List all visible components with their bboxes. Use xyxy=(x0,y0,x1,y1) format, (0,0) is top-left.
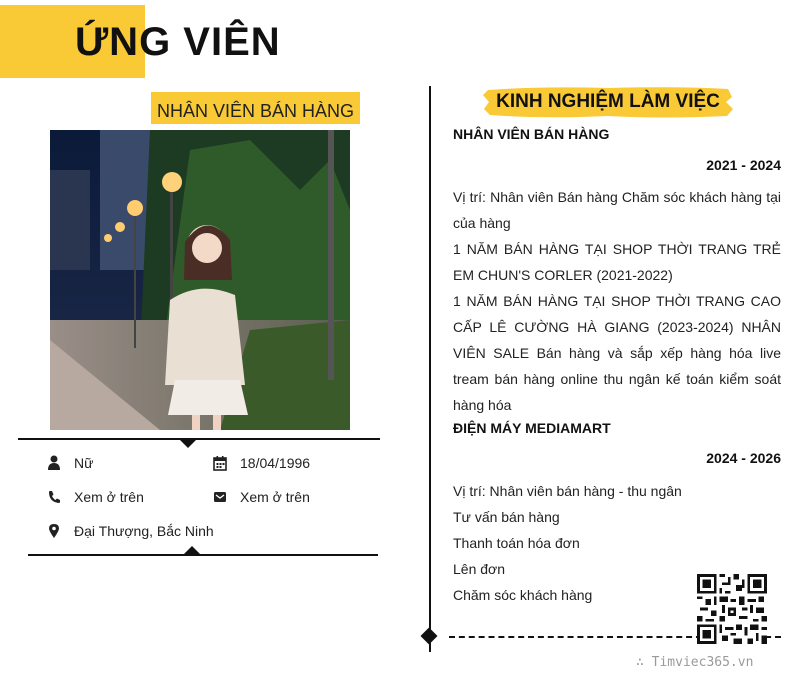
job-description-line: Tư vấn bán hàng xyxy=(453,509,560,525)
address-item xyxy=(47,521,247,541)
calendar-icon xyxy=(213,455,227,471)
birthdate-text: 18/04/1996 xyxy=(240,455,311,471)
email-item xyxy=(213,487,363,507)
job-description-line: Vị trí: Nhân viên bán hàng - thu ngân xyxy=(453,483,682,499)
gender-text: Nữ xyxy=(74,455,94,471)
job-description-line: Vị trí: Nhân viên Bán hàng Chăm sóc khách hàng tại của hàng xyxy=(453,189,781,231)
page-title: ỨNG VIÊN xyxy=(75,20,281,64)
job-company: ĐIỆN MÁY MEDIAMART xyxy=(453,420,611,436)
divider-line xyxy=(28,554,378,556)
gender-item xyxy=(47,453,187,473)
watermark-text: Timviec365.vn xyxy=(651,655,754,670)
envelope-icon xyxy=(213,489,227,505)
timeline-diamond xyxy=(421,628,438,645)
candidate-photo xyxy=(50,130,350,430)
job-description-line: 1 NĂM BÁN HÀNG TẠI SHOP THỜI TRANG CAO CẤP LÊ CƯỜNG HÀ GIANG (2023-2024) NHÂN VIÊN SALE Bán hàng và sắp xếp hàng hóa live tream bán hàng online thu ngân kế toán kiểm soát hàng hóa xyxy=(453,293,781,413)
phone-text: Xem ở trên xyxy=(74,489,144,505)
divider-triangle xyxy=(184,546,200,554)
watermark xyxy=(636,655,753,670)
divider-line xyxy=(18,438,380,440)
job-period: 2024 - 2026 xyxy=(706,450,781,466)
job-description xyxy=(453,184,781,418)
address-text: Đại Thượng, Bắc Ninh xyxy=(74,523,214,539)
job-description-line: Chăm sóc khách hàng xyxy=(453,587,593,603)
location-pin-icon xyxy=(47,523,61,539)
birthdate-item xyxy=(213,453,373,473)
job-description-line: Lên đơn xyxy=(453,561,506,577)
watermark-logo-icon: ∴ xyxy=(636,655,652,670)
job-description xyxy=(453,478,693,608)
person-icon xyxy=(47,455,61,471)
job-description-line: Thanh toán hóa đơn xyxy=(453,535,580,551)
qr-code[interactable] xyxy=(697,574,767,644)
phone-icon xyxy=(47,489,61,505)
experience-section-title: KINH NGHIỆM LÀM VIỆC xyxy=(496,91,720,112)
phone-item xyxy=(47,487,197,507)
timeline-vertical-line xyxy=(429,86,431,652)
job-company: NHÂN VIÊN BÁN HÀNG xyxy=(453,126,610,142)
job-description-line: 1 NĂM BÁN HÀNG TẠI SHOP THỜI TRANG TRẺ EM CHUN'S CORLER (2021-2022) xyxy=(453,241,781,283)
position-badge: NHÂN VIÊN BÁN HÀNG xyxy=(151,92,360,124)
job-period: 2021 - 2024 xyxy=(706,157,781,173)
divider-triangle xyxy=(180,440,196,448)
email-text: Xem ở trên xyxy=(240,489,310,505)
